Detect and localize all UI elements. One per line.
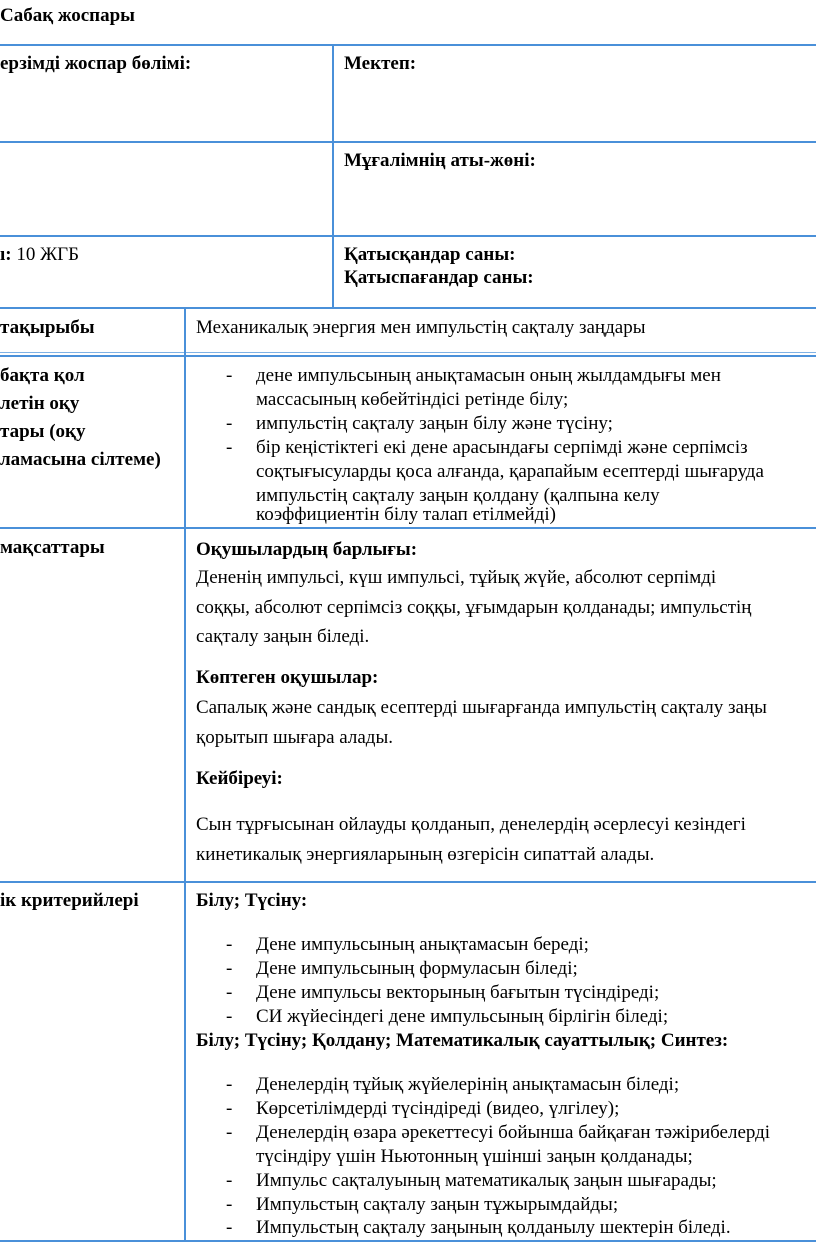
table-border-bottom (0, 1240, 816, 1242)
goals-some-text-1: Сын тұрғысынан ойлауды қолданып, денелердің әсерлесуі кезіндегі (196, 814, 746, 835)
list-bullet: - (226, 1098, 233, 1119)
absent-count-label: Қатыспағандар саны: (344, 267, 534, 288)
objective-2-line-1: импульстің сақталу заңын білу және түсіну; (256, 413, 613, 434)
goals-label: мақсаттары (0, 537, 105, 558)
goals-all-text-2: соққы, абсолют серпімсіз соққы, ұғымдарын қолданады; импульстің (196, 597, 752, 618)
list-bullet: - (226, 982, 233, 1003)
list-bullet: - (226, 413, 233, 434)
objective-1-line-1: дене импульсының анықтамасын оның жылдамдығы мен (256, 365, 721, 386)
criteria-heading-2: Білу; Түсіну; Қолдану; Математикалық сауаттылық; Синтез: (196, 1030, 729, 1051)
class-value: 10 ЖГБ (11, 244, 80, 265)
criteria-heading-1: Білу; Түсіну: (196, 890, 308, 911)
goals-many-heading: Көптеген оқушылар: (196, 667, 379, 688)
objective-3-line-1: бір кеңістіктегі екі дене арасындағы серпімді және серпімсіз (256, 437, 748, 458)
topic-value: Механикалық энергия мен импульстің сақталу заңдары (196, 317, 646, 338)
class-field (0, 243, 79, 267)
criteria-2-item-2: Көрсетілімдерді түсіндіреді (видео, үлгілеу); (256, 1098, 620, 1119)
column-divider-header (332, 44, 334, 308)
row-divider-goals (0, 527, 816, 529)
plan-section-label: ерзімді жоспар бөлімі: (0, 53, 192, 74)
criteria-2-item-5: Импульстың сақталу заңын тұжырымдайды; (256, 1194, 619, 1215)
goals-many-text-1: Сапалық және сандық есептерді шығарғанда импульстің сақталу заңы (196, 697, 767, 718)
column-divider-body (184, 307, 186, 1242)
criteria-2-item-6: Импульстың сақталу заңының қолданылу шектерін біледі. (256, 1217, 731, 1238)
objectives-label-line-3: тары (оқу (0, 421, 86, 442)
criteria-1-item-3: Дене импульсы векторының бағытын түсіндіреді; (256, 982, 660, 1003)
criteria-2-item-3-line-2: түсіндіру үшін Ньютонның үшінші заңын қолданады; (256, 1146, 693, 1167)
criteria-2-item-4: Импульс сақталуының математикалық заңын шығарады; (256, 1170, 717, 1191)
list-bullet: - (226, 1217, 233, 1238)
list-bullet: - (226, 1006, 233, 1027)
list-bullet: - (226, 1194, 233, 1215)
list-bullet: - (226, 365, 233, 386)
row-divider-topic-inner (0, 352, 816, 353)
list-bullet: - (226, 437, 233, 458)
criteria-1-item-1: Дене импульсының анықтамасын береді; (256, 934, 589, 955)
teacher-label: Мұғалімнің аты-жөні: (344, 150, 536, 171)
table-border-top (0, 44, 816, 46)
goals-all-heading: Оқушылардың барлығы: (196, 539, 418, 560)
list-bullet: - (226, 1170, 233, 1191)
criteria-2-item-3-line-1: Денелердің өзара әрекеттесуі бойынша байқаған тәжірибелерді (256, 1122, 771, 1143)
criteria-1-item-2: Дене импульсының формуласын біледі; (256, 958, 578, 979)
row-divider-topic (0, 307, 816, 309)
list-bullet: - (226, 934, 233, 955)
objective-3-line-3: импульстің сақталу заңын қолдану (қалпына келу (256, 485, 660, 506)
criteria-2-item-1: Денелердің тұйық жүйелерінің анықтамасын біледі; (256, 1074, 680, 1095)
goals-some-heading: Кейбіреуі: (196, 768, 283, 789)
class-label: ı: (0, 244, 12, 265)
objectives-label-line-4: ламасына сілтеме) (0, 449, 161, 470)
present-count-label: Қатысқандар саны: (344, 244, 516, 265)
objective-3-line-2: соқтығысуларды қоса алғанда, қарапайым есептерді шығаруда (256, 461, 764, 482)
row-divider-objectives (0, 355, 816, 357)
goals-all-text-3: сақталу заңын біледі. (196, 626, 370, 647)
goals-some-text-2: кинетикалық энергияларының өзгерісін сипаттай алады. (196, 844, 655, 865)
goals-all-text-1: Дененің импульсі, күш импульсі, тұйық жүйе, абсолют серпімді (196, 567, 717, 588)
goals-many-text-2: қорытып шығара алады. (196, 727, 393, 748)
school-label: Мектеп: (344, 53, 417, 74)
row-divider-teacher (0, 141, 816, 143)
list-bullet: - (226, 1122, 233, 1143)
list-bullet: - (226, 1074, 233, 1095)
objectives-label-line-1: бақта қол (0, 365, 85, 386)
list-bullet: - (226, 958, 233, 979)
document-title: Сабақ жоспары (0, 5, 136, 26)
criteria-label: ік критерийлері (0, 890, 139, 911)
row-divider-class (0, 235, 816, 237)
row-divider-criteria (0, 881, 816, 883)
criteria-1-item-4: СИ жүйесіндегі дене импульсының бірлігін біледі; (256, 1006, 669, 1027)
objectives-label-line-2: летін оқу (0, 393, 80, 414)
topic-label: тақырыбы (0, 317, 95, 338)
objective-3-line-4: коэффициентін білу талап етілмейді) (256, 504, 556, 525)
objective-1-line-2: массасының көбейтіндісі ретінде білу; (256, 389, 569, 410)
